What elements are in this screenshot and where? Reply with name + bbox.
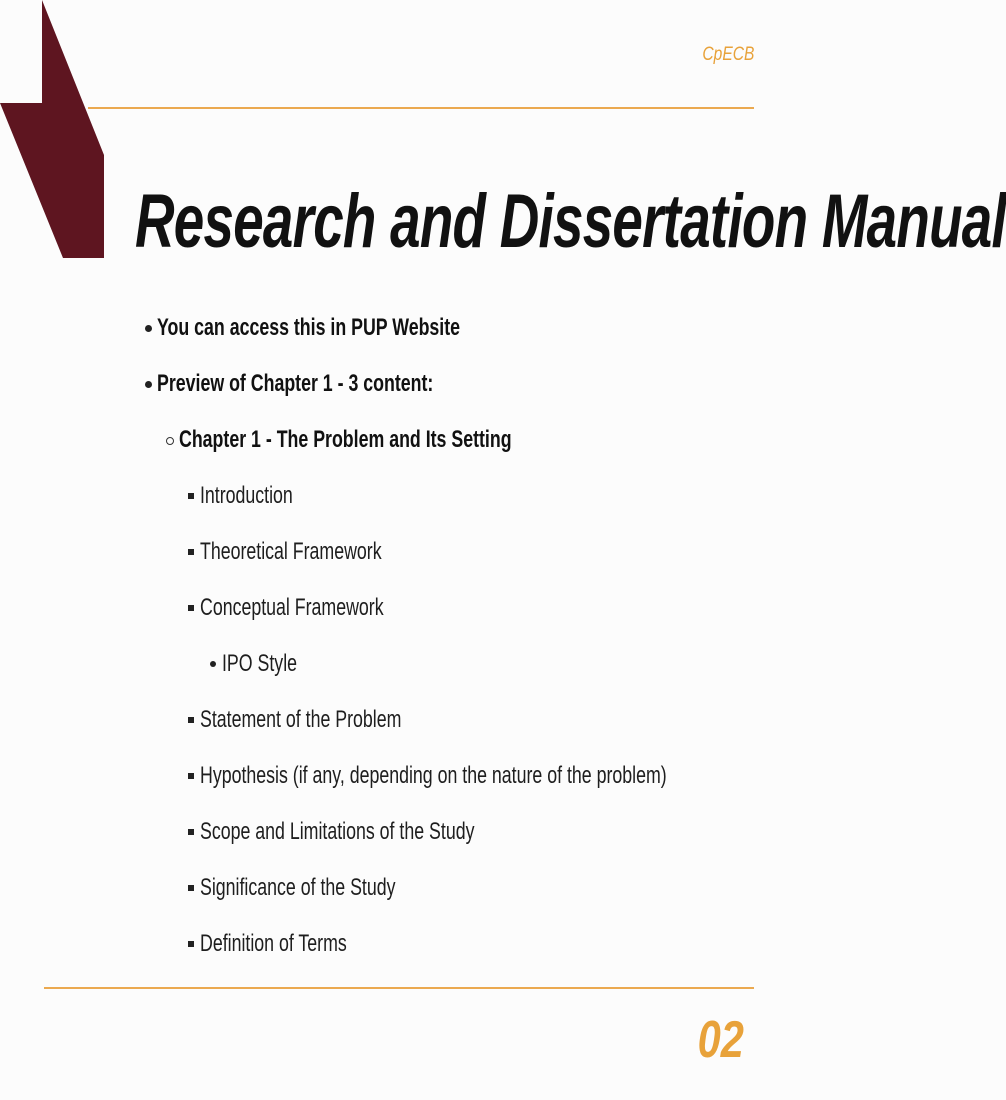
bullet-square-icon xyxy=(188,941,194,947)
list-item: Conceptual Framework xyxy=(200,594,384,621)
bullet-disc-icon xyxy=(145,381,152,388)
brand-label: CpECB xyxy=(702,44,754,65)
list-item: Scope and Limitations of the Study xyxy=(200,818,475,845)
list-item: Hypothesis (if any, depending on the nature of the problem) xyxy=(200,762,667,789)
bullet-item: You can access this in PUP Website xyxy=(157,314,461,341)
bullet-square-icon xyxy=(188,493,194,499)
page-number: 02 xyxy=(697,1011,744,1069)
list-item: Definition of Terms xyxy=(200,930,347,957)
bullet-disc-icon xyxy=(210,661,216,667)
list-item: Introduction xyxy=(200,482,293,509)
bullet-circle-icon xyxy=(166,437,174,445)
page-title: Research and Dissertation Manual xyxy=(135,179,1006,264)
bullet-square-icon xyxy=(188,605,194,611)
bullet-square-icon xyxy=(188,773,194,779)
list-item: Statement of the Problem xyxy=(200,706,402,733)
bullet-square-icon xyxy=(188,717,194,723)
bullet-item: Preview of Chapter 1 - 3 content: xyxy=(157,370,434,397)
bullet-disc-icon xyxy=(145,325,152,332)
footer-divider xyxy=(44,987,754,989)
sub-list-item: IPO Style xyxy=(222,650,298,677)
list-item: Theoretical Framework xyxy=(200,538,382,565)
header-divider xyxy=(88,107,754,109)
chapter-heading: Chapter 1 - The Problem and Its Setting xyxy=(179,426,512,453)
list-item: Significance of the Study xyxy=(200,874,396,901)
bullet-square-icon xyxy=(188,829,194,835)
bullet-square-icon xyxy=(188,549,194,555)
maroon-arrow-decoration xyxy=(0,0,110,260)
bullet-square-icon xyxy=(188,885,194,891)
